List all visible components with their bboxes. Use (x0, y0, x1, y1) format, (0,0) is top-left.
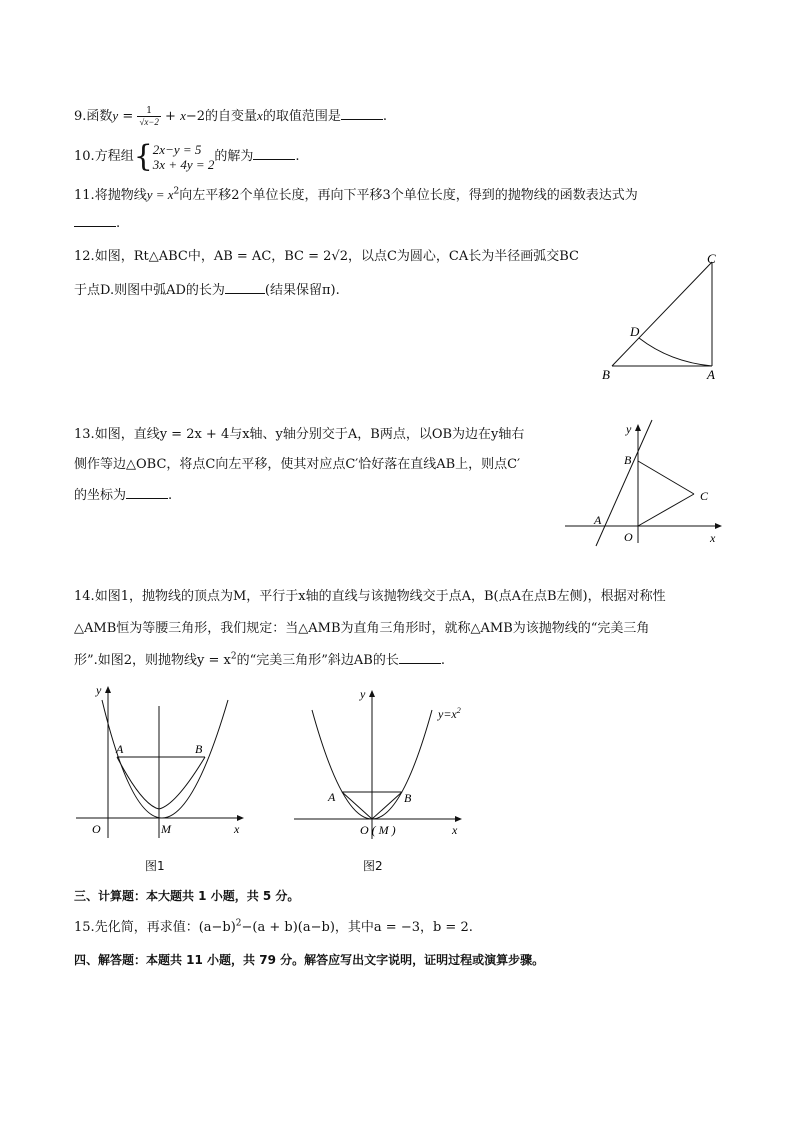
question-14 (74, 588, 666, 606)
q10-end: . (295, 149, 300, 164)
fig2-y-arrow-icon (369, 690, 375, 697)
q11-text: 将抛物线 (94, 188, 147, 203)
q9-fraction (137, 106, 161, 127)
q12-label-D: D (630, 324, 640, 339)
q13-label-O: O (624, 530, 633, 544)
q12-answer-blank[interactable] (225, 281, 265, 294)
fig2-label-y: y (360, 687, 366, 701)
q15-sq: 2 (235, 918, 242, 929)
fig1-parabola (102, 700, 228, 818)
q12-figure (595, 250, 725, 385)
q13-line3: 的坐标为 (74, 488, 127, 503)
q11-eq: y = x (146, 187, 174, 202)
fig2-label-B: B (404, 791, 412, 805)
question-15 (74, 919, 473, 937)
q14-line3a: 形”.如图2，则抛物线y = x (74, 653, 231, 668)
q12-line2b: (结果保留π). (264, 283, 340, 298)
q13-label-C: C (700, 489, 709, 503)
q12-label-C: C (707, 251, 716, 266)
fig2-x-arrow-icon (455, 816, 462, 822)
q9-var: x (257, 108, 263, 123)
q14-line2: △AMB恒为等腰三角形，我们规定：当△AMB为直角三角形时，就称△AMB为该抛物线的“完美三角 (74, 621, 650, 636)
fig1-label-x: x (234, 822, 240, 836)
q13-label-A: A (594, 513, 602, 527)
fig2-curve-label (437, 706, 461, 721)
fig2-label-x: x (452, 823, 458, 837)
fig1-arc-BM (159, 757, 205, 809)
question-11-line2 (74, 214, 120, 233)
q9-frac-num: 1 (146, 106, 152, 116)
q12-segment-BC (612, 262, 712, 366)
section-3-heading: 三、计算题：本大题共 1 小题，共 5 分。 (74, 889, 300, 903)
fig1-label-M: M (161, 822, 171, 836)
fig2-label-OM: O ( M ) (360, 823, 396, 837)
q10-answer-blank[interactable] (253, 147, 295, 160)
q9-number: 9. (74, 109, 87, 124)
q13-label-B: B (624, 453, 632, 467)
q9-text1: 的自变量 (205, 109, 258, 124)
q11-number: 11. (74, 188, 95, 203)
question-9 (74, 106, 387, 127)
q9-text: 函数 (86, 109, 113, 124)
question-13-line2 (74, 456, 520, 474)
q14-number: 14. (74, 589, 95, 604)
q14-figure-2 (290, 682, 480, 844)
q14-line1: 如图1，抛物线的顶点为M，平行于x轴的直线与该抛物线交于点A，B(点A在点B左侧)，根据对称性 (94, 589, 666, 604)
q9-eq: = (118, 109, 138, 124)
q12-arc-AD (639, 338, 712, 366)
q10-text2: 的解为 (214, 149, 254, 164)
fig2-label-A: A (328, 790, 336, 804)
q11-text2: 向左平移2个单位长度，再向下平移3个单位长度，得到的抛物线的函数表达式为 (179, 188, 638, 203)
q13-answer-blank[interactable] (126, 486, 168, 499)
q10-system (153, 142, 215, 172)
q14-end: . (440, 653, 445, 668)
question-13 (74, 426, 524, 444)
q9-minus2: −2 (185, 109, 206, 124)
q9-x: x (180, 108, 186, 123)
q15-number: 15. (74, 920, 95, 935)
fig1-x-arrow-icon (237, 815, 244, 821)
question-10 (74, 140, 300, 174)
q10-row1: 2x−y = 5 (152, 141, 202, 157)
fig2-segment-BO (372, 792, 402, 819)
q12-line1: 如图，Rt△ABC中，AB = AC，BC = 2√2，以点C为圆心，CA长为半径画弧交BC (94, 249, 580, 264)
fig2-curve-sq: 2 (456, 706, 461, 715)
q13-line2: 侧作等边△OBC，将点C向左平移，使其对应点C′恰好落在直线AB上，则点C′ (74, 457, 521, 472)
q9-end: . (382, 109, 387, 124)
q12-number: 12. (74, 249, 95, 264)
q14-sq: 2 (230, 651, 237, 662)
section-4-heading: 四、解答题：本题共 11 小题，共 79 分。解答应写出文字说明，证明过程或演算步骤。 (74, 953, 545, 967)
q12-label-B: B (602, 367, 610, 382)
question-14-line3 (74, 651, 445, 670)
fig1-label-B: B (195, 742, 203, 756)
q9-frac-den: √x−2 (139, 117, 159, 127)
question-12-line2 (74, 281, 340, 300)
q9-plus: + (160, 109, 181, 124)
q14-figure-1 (72, 678, 252, 843)
q13-label-y: y (626, 422, 632, 436)
fig1-arc-AM (117, 757, 159, 809)
q9-answer-blank[interactable] (341, 107, 383, 120)
fig2-caption: 图2 (363, 859, 383, 873)
fig1-label-A: A (116, 742, 124, 756)
q9-text2: 的取值范围是 (262, 109, 341, 124)
q10-number: 10. (74, 149, 95, 164)
q13-line1: 如图，直线y = 2x + 4与x轴、y轴分别交于A，B两点，以OB为边在y轴右 (94, 427, 525, 442)
q13-y-arrow-icon (635, 424, 641, 431)
fig1-y-arrow-icon (105, 686, 111, 693)
q13-end: . (168, 488, 173, 503)
fig2-segment-AO (342, 792, 372, 819)
q11-answer-blank[interactable] (74, 214, 116, 227)
q11-sq: 2 (173, 186, 180, 197)
q13-label-x: x (710, 531, 716, 545)
q9-y: y (112, 108, 119, 123)
q10-text: 方程组 (94, 149, 134, 164)
q11-end: . (116, 216, 121, 231)
question-13-line3 (74, 486, 172, 505)
q14-line3b: 的“完美三角形”斜边AB的长 (236, 653, 399, 668)
q13-x-arrow-icon (715, 523, 722, 529)
q10-brace-icon: { (133, 138, 153, 174)
q13-figure (560, 418, 730, 548)
q15-text: 先化简，再求值：(a−b) (94, 920, 236, 935)
q12-label-A: A (707, 367, 715, 382)
q13-segment-OC (638, 494, 694, 526)
fig2-curve-eq: y=x (438, 707, 457, 721)
q13-line-AB (596, 420, 652, 546)
fig1-label-y: y (96, 683, 102, 697)
q13-number: 13. (74, 427, 95, 442)
question-12 (74, 248, 579, 266)
fig1-label-O: O (92, 822, 101, 836)
q14-answer-blank[interactable] (399, 651, 441, 664)
question-14-line2 (74, 620, 649, 638)
fig1-caption: 图1 (145, 859, 165, 873)
q13-segment-BC (638, 461, 694, 494)
q10-row2: 3x + 4y = 2 (152, 156, 215, 172)
question-11 (74, 186, 638, 205)
q15-text2: −(a + b)(a−b)，其中a = −3，b = 2. (241, 920, 473, 935)
q12-line2: 于点D.则图中弧AD的长为 (74, 283, 225, 298)
